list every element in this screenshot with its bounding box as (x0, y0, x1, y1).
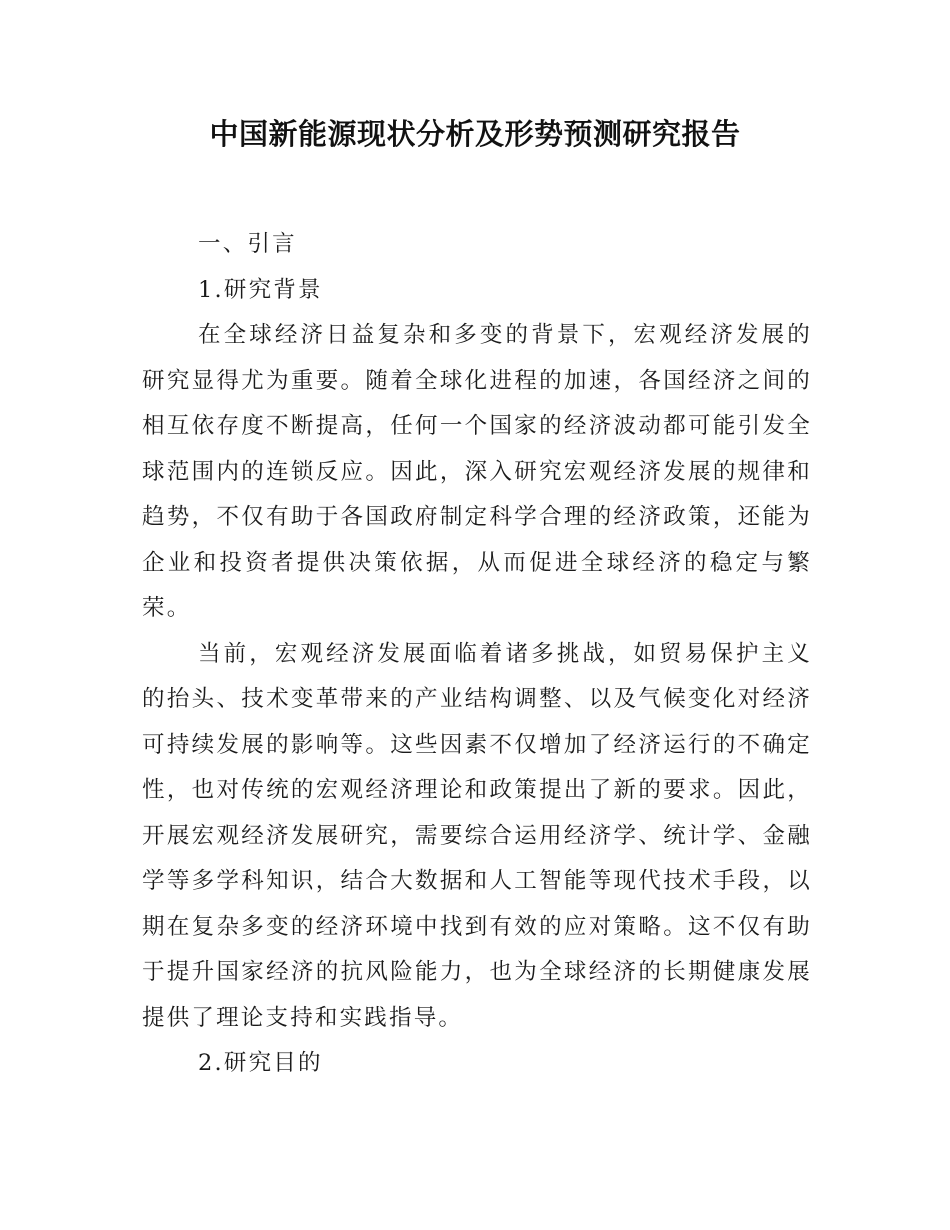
subsection-heading-research-background: 1.研究背景 (198, 276, 323, 303)
subsection-heading-research-purpose: 2.研究目的 (198, 1050, 323, 1076)
paragraph: 当前，宏观经济发展面临着诸多挑战，如贸易保护主义的抬头、技术变革带来的产业结构调整、以及气候变化对经济可持续发展的影响等。这些因素不仅增加了经济运行的不确定性，也对传统的宏观经济理论和政策提出了新的要求。因此，开展宏观经济发展研究，需要综合运用经济学、统计学、金融学等多学科知识，结合大数据和人工智能等现代技术手段，以期在复杂多变的经济环境中找到有效的应对策略。这不仅有助于提升国家经济的抗风险能力，也为全球经济的长期健康发展提供了理论支持和实践指导。 (142, 640, 812, 1031)
document-title: 中国新能源现状分析及形势预测研究报告 (209, 117, 741, 151)
document-body (142, 222, 812, 1087)
paragraph: 在全球经济日益复杂和多变的背景下，宏观经济发展的研究显得尤为重要。随着全球化进程的加速，各国经济之间的相互依存度不断提高，任何一个国家的经济波动都可能引发全球范围内的连锁反应。因此，深入研究宏观经济发展的规律和趋势，不仅有助于各国政府制定科学合理的经济政策，还能为企业和投资者提供决策依据，从而促进全球经济的稳定与繁荣。 (142, 322, 812, 621)
section-heading-introduction: 一、引言 (198, 231, 297, 257)
